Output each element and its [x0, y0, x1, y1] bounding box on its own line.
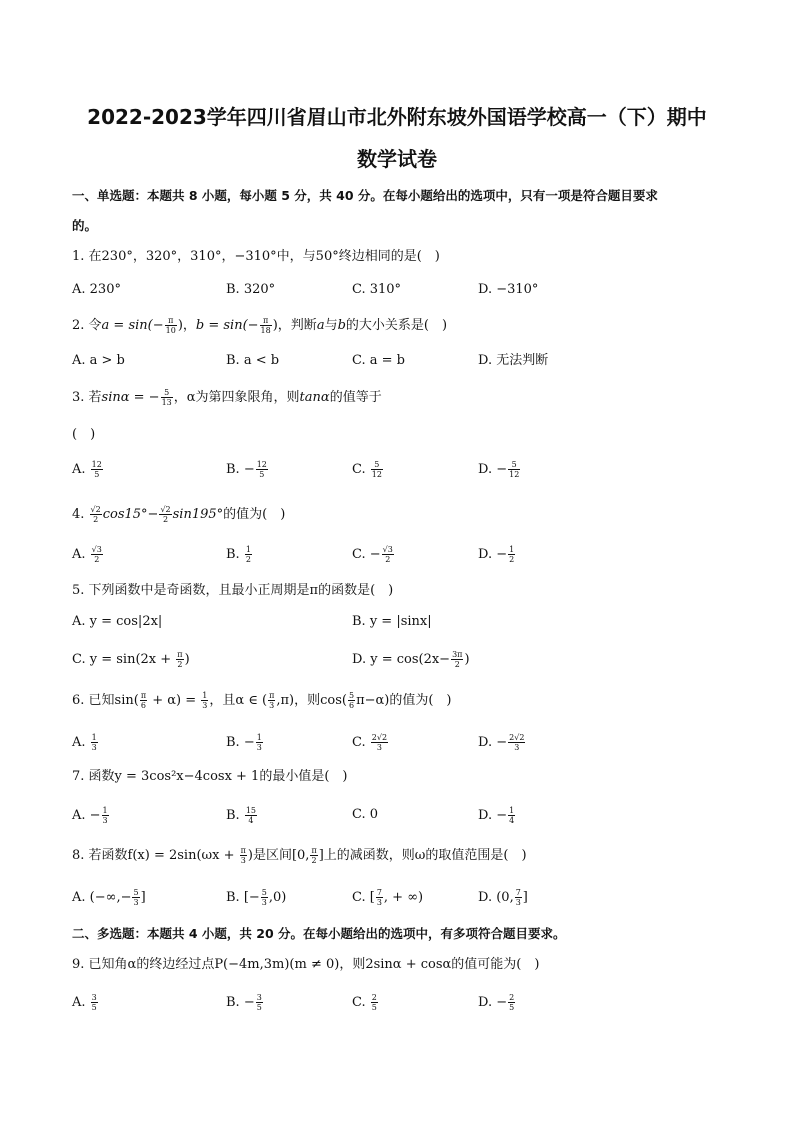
q8-option-d: D. (0, $\frac{7}{3}$ ]	[478, 888, 528, 907]
q7-option-d: D. − $\frac{1}{4}$	[478, 806, 515, 825]
q6-option-c: C. $\frac{2√2}{3}$	[352, 733, 388, 752]
q2-option-b: B. a < b	[226, 353, 280, 368]
q6-stem: 6. 已知sin( $\frac{\pi}{6}$ + α) = $\frac{1}{3}$ ，且α ∈ ( $\frac{\pi}{3}$ ,π)，则cos( $\frac{5}{6}$ π−α)的值为( )	[72, 691, 452, 710]
q4-stem: 4. $\frac{√2}{2}$ cos15°− $\frac{√2}{2}$ sin195°的值为( )	[72, 505, 286, 524]
q5-option-b: B. y = |sinx|	[352, 614, 432, 629]
q2-option-c: C. a = b	[352, 353, 405, 368]
q2-stem: 2. 令a = sin(− $\frac{\pi}{10}$ )，b = sin(− $\frac{\pi}{18}$ )，判断a与b的大小关系是( )	[72, 316, 448, 335]
q6-option-d: D. − $\frac{2√2}{3}$	[478, 733, 525, 752]
q2-option-a: A. a > b	[72, 353, 125, 368]
q4-option-a: A. $\frac{√3}{2}$	[72, 545, 102, 564]
q4-option-b: B. $\frac{1}{2}$	[226, 545, 251, 564]
section1-heading-cont: 的。	[72, 218, 98, 233]
q4-option-c: C. − $\frac{√3}{2}$	[352, 545, 393, 564]
q1-option-c: C. 310°	[352, 282, 402, 297]
q5-option-c: C. y = sin(2x + $\frac{\pi}{2}$ )	[72, 650, 190, 669]
q9-option-a: A. $\frac{3}{5}$	[72, 993, 97, 1012]
q7-option-b: B. $\frac{15}{4}$	[226, 806, 257, 825]
q1-stem: 1. 在230°，320°，310°，−310°中，与50°终边相同的是( )	[72, 249, 440, 264]
q7-stem: 7. 函数y = 3cos²x−4cosx + 1的最小值是( )	[72, 769, 348, 784]
q8-stem: 8. 若函数f(x) = 2sin(ωx + $\frac{\pi}{3}$ )是区间[0, $\frac{\pi}{2}$ ]上的减函数，则ω的取值范围是( )	[72, 846, 527, 865]
q3-option-b: B. − $\frac{12}{5}$	[226, 460, 267, 479]
q2-option-d: D. 无法判断	[478, 353, 549, 368]
q7-option-c: C. 0	[352, 807, 379, 822]
q8-option-b: B. [− $\frac{5}{3}$ ,0)	[226, 888, 287, 907]
page-subtitle: 数学试卷	[357, 147, 437, 171]
q6-option-a: A. $\frac{1}{3}$	[72, 733, 97, 752]
q1-option-a: A. 230°	[72, 282, 121, 297]
q3-stem: 3. 若sinα = − $\frac{5}{13}$ ，α为第四象限角，则tanα的值等于	[72, 388, 382, 407]
q3-option-a: A. $\frac{12}{5}$	[72, 460, 102, 479]
q9-option-c: C. $\frac{2}{5}$	[352, 993, 377, 1012]
q9-option-d: D. − $\frac{2}{5}$	[478, 993, 515, 1012]
q4-option-d: D. − $\frac{1}{2}$	[478, 545, 515, 564]
q3-answer-paren: ( )	[72, 427, 96, 442]
section1-heading: 一、单选题：本题共 8 小题，每小题 5 分，共 40 分。在每小题给出的选项中，只有一项是符合题目要求	[72, 188, 658, 203]
q7-option-a: A. − $\frac{1}{3}$	[72, 806, 108, 825]
page-title: 2022-2023学年四川省眉山市北外附东坡外国语学校高一（下）期中	[87, 105, 707, 129]
q5-option-a: A. y = cos|2x|	[72, 614, 163, 629]
q6-option-b: B. − $\frac{1}{3}$	[226, 733, 262, 752]
section2-heading: 二、多选题：本题共 4 小题，共 20 分。在每小题给出的选项中，有多项符合题目要求。	[72, 926, 566, 941]
q1-option-d: D. −310°	[478, 282, 539, 297]
q9-option-b: B. − $\frac{3}{5}$	[226, 993, 262, 1012]
q3-option-d: D. − $\frac{5}{12}$	[478, 460, 520, 479]
q5-option-d: D. y = cos(2x− $\frac{3\pi}{2}$ )	[352, 650, 470, 669]
q8-option-c: C. [ $\frac{7}{3}$ , + ∞)	[352, 888, 424, 907]
q1-option-b: B. 320°	[226, 282, 276, 297]
q5-stem: 5. 下列函数中是奇函数，且最小正周期是π的函数是( )	[72, 583, 394, 598]
q9-stem: 9. 已知角α的终边经过点P(−4m,3m)(m ≠ 0)，则2sinα + cosα的值可能为( )	[72, 957, 540, 972]
q8-option-a: A. (−∞,− $\frac{5}{3}$ ]	[72, 888, 146, 907]
q3-option-c: C. $\frac{5}{12}$	[352, 460, 382, 479]
